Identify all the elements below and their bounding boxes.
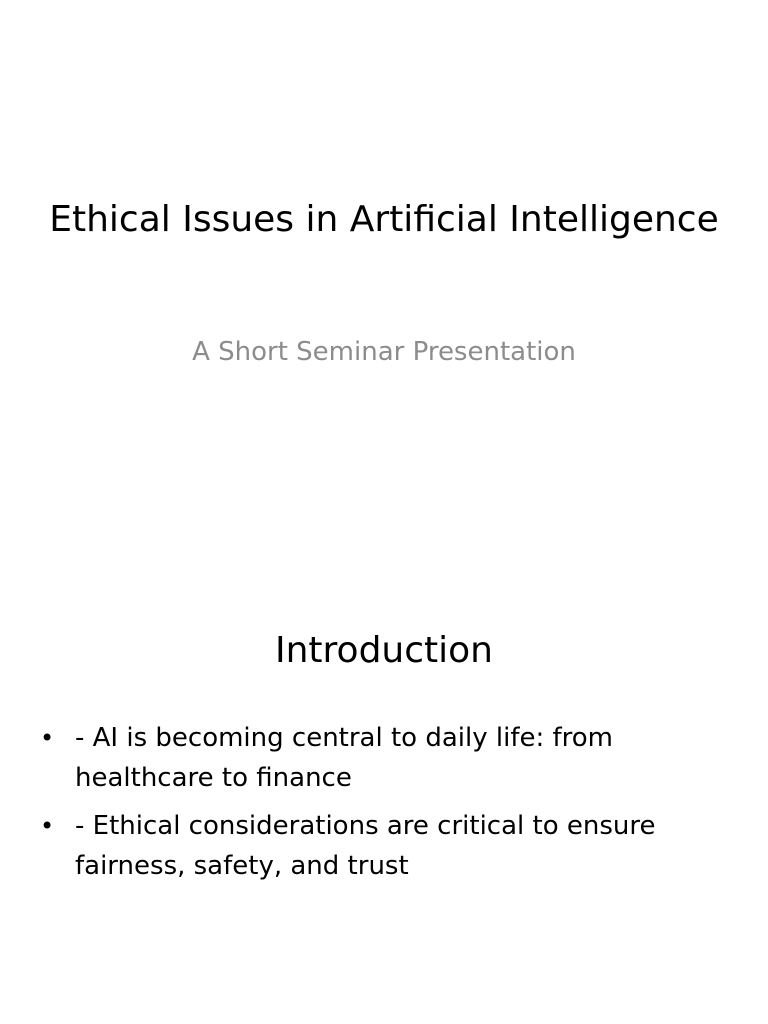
bullet-icon: • bbox=[40, 724, 55, 752]
list-item bbox=[40, 806, 720, 886]
slide-subtitle: A Short Seminar Presentation bbox=[192, 337, 576, 367]
bullet-icon: • bbox=[40, 812, 55, 840]
slide-title: Introduction bbox=[274, 630, 493, 671]
introduction-slide bbox=[0, 512, 768, 1024]
bullet-text: - AI is becoming central to daily life: from healthcare to finance bbox=[75, 723, 614, 793]
bullet-text: - Ethical considerations are critical to ensure fairness, safety, and trust bbox=[75, 811, 656, 881]
slide-title: Ethical Issues in Artificial Intelligence bbox=[49, 199, 719, 240]
list-item bbox=[40, 718, 720, 798]
bullet-list bbox=[40, 718, 720, 894]
